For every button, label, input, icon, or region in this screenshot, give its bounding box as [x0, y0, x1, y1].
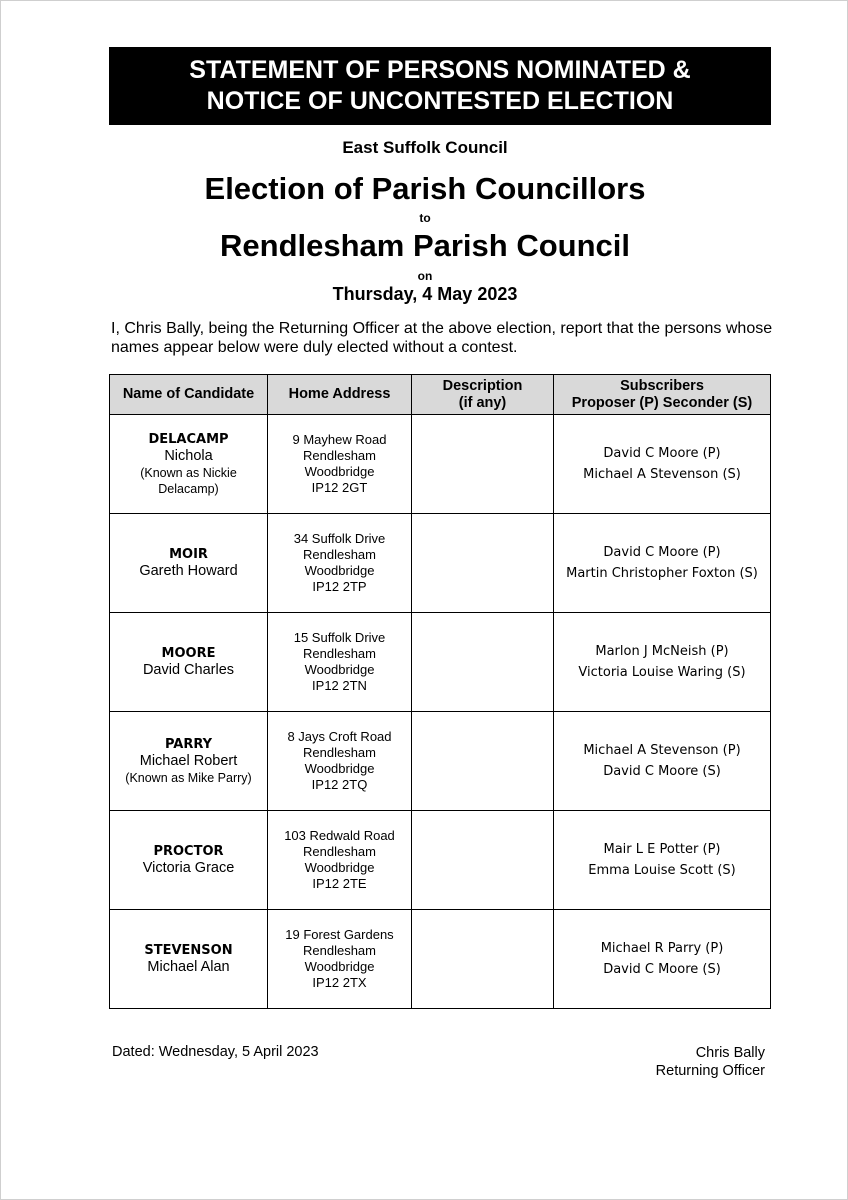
to-word: to — [419, 211, 431, 225]
home-address-cell — [268, 613, 412, 712]
parish-name: Rendlesham Parish Council — [220, 228, 630, 263]
proposer: Mair L E Potter (P) — [603, 842, 721, 857]
proposer: Michael A Stevenson (P) — [583, 743, 741, 758]
candidate-surname: DELACAMP — [148, 432, 229, 447]
banner-line-1: STATEMENT OF PERSONS NOMINATED & — [189, 56, 691, 84]
subscribers-cell — [554, 712, 771, 811]
election-date: Thursday, 4 May 2023 — [332, 284, 518, 304]
candidate-known-as: (Known as Mike Parry) — [125, 771, 252, 785]
address-line: Rendlesham — [303, 547, 376, 562]
table-header-row — [110, 375, 771, 415]
description-cell — [412, 514, 554, 613]
address-line: Woodbridge — [304, 959, 375, 974]
candidate-surname: PROCTOR — [153, 844, 224, 859]
address-line: Woodbridge — [304, 563, 375, 578]
proposer: Marlon J McNeish (P) — [595, 644, 729, 659]
candidate-forename: David Charles — [142, 662, 235, 678]
address-line: 9 Mayhew Road — [292, 432, 387, 447]
table-row — [110, 613, 771, 712]
header-description-line-2: (if any) — [458, 394, 507, 411]
table-row — [110, 712, 771, 811]
candidate-surname: MOIR — [169, 547, 208, 562]
dated-line: Dated: Wednesday, 5 April 2023 — [112, 1044, 319, 1060]
subscribers-cell — [554, 613, 771, 712]
council-name: East Suffolk Council — [342, 138, 508, 157]
address-line: IP12 2TX — [312, 975, 367, 990]
address-line: IP12 2TP — [312, 579, 367, 594]
candidate-surname: MOORE — [161, 646, 216, 661]
address-line: Woodbridge — [304, 662, 375, 677]
table-row — [110, 910, 771, 1009]
description-cell — [412, 910, 554, 1009]
address-line: 103 Redwald Road — [284, 828, 395, 843]
home-address-cell — [268, 811, 412, 910]
seconder: David C Moore (S) — [603, 962, 721, 977]
address-line: Woodbridge — [304, 761, 375, 776]
header-description-line-1: Description — [442, 377, 523, 394]
address-line: 15 Suffolk Drive — [293, 630, 386, 645]
signer-name: Chris Bally — [695, 1045, 765, 1061]
address-line: IP12 2TE — [312, 876, 367, 891]
proposer: David C Moore (P) — [603, 545, 721, 560]
table-row — [110, 415, 771, 514]
election-title: Election of Parish Councillors — [204, 171, 646, 206]
proposer: David C Moore (P) — [603, 446, 721, 461]
signer-title: Returning Officer — [655, 1063, 765, 1079]
subscribers-cell — [554, 415, 771, 514]
address-line: 34 Suffolk Drive — [293, 531, 386, 546]
on-word: on — [417, 269, 433, 283]
address-line: Rendlesham — [303, 448, 376, 463]
address-line: Rendlesham — [303, 745, 376, 760]
candidates-body — [110, 415, 771, 1009]
seconder: Emma Louise Scott (S) — [588, 863, 736, 878]
candidate-forename: Nichola — [164, 448, 213, 464]
seconder: David C Moore (S) — [603, 764, 721, 779]
candidate-name-cell — [110, 712, 268, 811]
description-cell — [412, 811, 554, 910]
candidates-table — [109, 374, 771, 1009]
proposer: Michael R Parry (P) — [600, 941, 724, 956]
header-subscribers-line-1: Subscribers — [620, 377, 704, 394]
candidate-forename: Michael Alan — [147, 959, 230, 975]
candidate-name-cell — [110, 811, 268, 910]
candidate-name-cell — [110, 910, 268, 1009]
candidate-surname: PARRY — [164, 737, 213, 752]
address-line: 8 Jays Croft Road — [287, 729, 392, 744]
description-cell — [412, 712, 554, 811]
address-line: 19 Forest Gardens — [285, 927, 394, 942]
home-address-cell — [268, 712, 412, 811]
candidate-name-cell — [110, 415, 268, 514]
address-line: Rendlesham — [303, 844, 376, 859]
header-address: Home Address — [268, 375, 412, 415]
address-line: Woodbridge — [304, 860, 375, 875]
candidate-surname: STEVENSON — [144, 943, 233, 958]
description-cell — [412, 613, 554, 712]
header-name: Name of Candidate — [110, 375, 268, 415]
home-address-cell — [268, 415, 412, 514]
title-banner — [109, 47, 771, 125]
table-row — [110, 514, 771, 613]
subscribers-cell — [554, 811, 771, 910]
subscribers-cell — [554, 910, 771, 1009]
candidate-forename: Michael Robert — [139, 753, 238, 769]
subscribers-cell — [554, 514, 771, 613]
seconder: Michael A Stevenson (S) — [583, 467, 741, 482]
candidate-forename: Gareth Howard — [139, 563, 238, 579]
candidate-name-cell — [110, 514, 268, 613]
seconder: Victoria Louise Waring (S) — [578, 665, 746, 680]
banner-line-2: NOTICE OF UNCONTESTED ELECTION — [206, 87, 674, 115]
address-line: IP12 2GT — [311, 480, 368, 495]
table-row — [110, 811, 771, 910]
candidate-forename: Victoria Grace — [142, 860, 235, 876]
address-line: IP12 2TN — [312, 678, 367, 693]
home-address-cell — [268, 514, 412, 613]
intro-statement: I, Chris Bally, being the Returning Officer at the above election, report that the persons whose names appear below were duly elected without a contest. — [111, 320, 773, 356]
home-address-cell — [268, 910, 412, 1009]
header-subscribers-line-2: Proposer (P) Seconder (S) — [571, 394, 753, 411]
address-line: Rendlesham — [303, 943, 376, 958]
address-line: Rendlesham — [303, 646, 376, 661]
header-subscribers — [554, 375, 771, 415]
description-cell — [412, 415, 554, 514]
seconder: Martin Christopher Foxton (S) — [566, 566, 758, 581]
header-description — [412, 375, 554, 415]
candidate-name-cell — [110, 613, 268, 712]
address-line: IP12 2TQ — [311, 777, 368, 792]
candidate-known-as: (Known as Nickie Delacamp) — [140, 466, 237, 496]
address-line: Woodbridge — [304, 464, 375, 479]
signature-block — [656, 1044, 765, 1080]
